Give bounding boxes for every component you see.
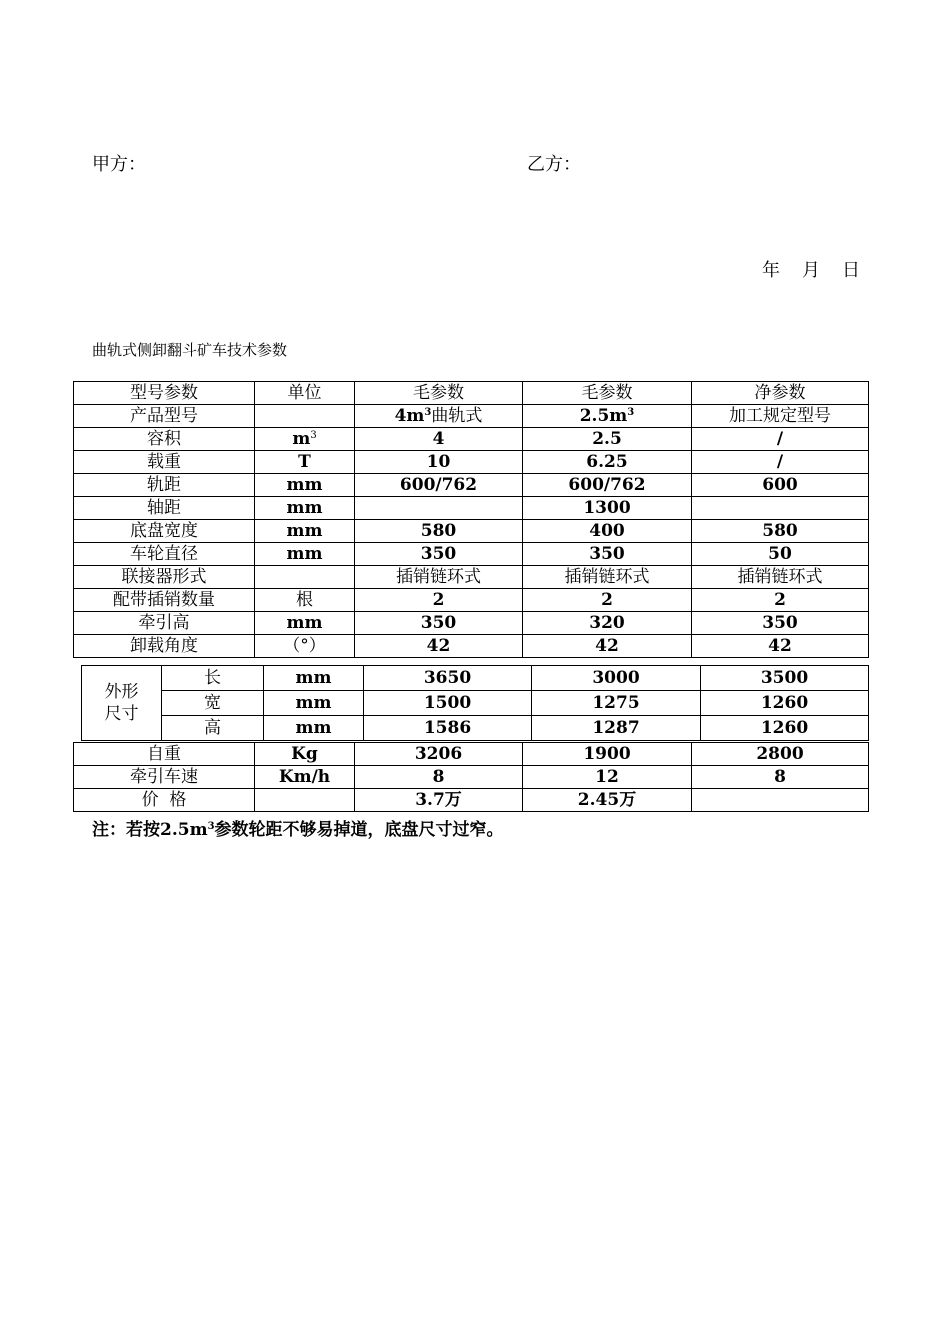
value-cell: 350 — [355, 543, 523, 566]
value-cell — [523, 405, 692, 428]
table-row — [74, 543, 869, 566]
value-cell: 10 — [355, 451, 523, 474]
value-cell: 12 — [523, 766, 692, 789]
row-label: 自重 — [74, 743, 255, 766]
unit-cell — [255, 405, 355, 428]
unit-cell: Km/h — [255, 766, 355, 789]
value-cell: 350 — [692, 612, 869, 635]
row-label: 车轮直径 — [74, 543, 255, 566]
table-row — [74, 766, 869, 789]
note-prefix: 注：若按2.5m — [92, 820, 208, 840]
value-cell: 2 — [523, 589, 692, 612]
table-row — [82, 691, 869, 716]
table-row — [74, 743, 869, 766]
table-note — [92, 815, 504, 840]
value-cell: 1275 — [532, 691, 701, 716]
value-cell: 1260 — [701, 691, 869, 716]
table-row — [74, 474, 869, 497]
value-cell: 1586 — [364, 716, 532, 741]
value-text: 2.5m — [579, 406, 628, 426]
row-label: 载重 — [74, 451, 255, 474]
unit-cell: （°） — [255, 635, 355, 658]
unit-cell: mm — [255, 612, 355, 635]
value-cell: 42 — [523, 635, 692, 658]
table-row — [74, 520, 869, 543]
value-cell: 1300 — [523, 497, 692, 520]
row-label: 底盘宽度 — [74, 520, 255, 543]
value-cell: 2.45万 — [523, 789, 692, 812]
table-row — [74, 451, 869, 474]
value-cell — [355, 497, 523, 520]
value-cell: 580 — [692, 520, 869, 543]
table-row — [82, 666, 869, 691]
unit-cell: mm — [264, 666, 364, 691]
value-cell: 加工规定型号 — [692, 405, 869, 428]
header-cell: 毛参数 — [355, 382, 523, 405]
value-cell: 1260 — [701, 716, 869, 741]
superscript: 3 — [627, 407, 635, 418]
row-label: 卸载角度 — [74, 635, 255, 658]
value-cell: / — [692, 451, 869, 474]
value-cell: 600 — [692, 474, 869, 497]
value-text: 曲轨式 — [431, 406, 483, 426]
value-cell: 50 — [692, 543, 869, 566]
superscript: 3 — [310, 430, 317, 441]
spec-table-main — [73, 381, 869, 658]
table-row — [74, 405, 869, 428]
value-cell: 插销链环式 — [355, 566, 523, 589]
note-superscript: 3 — [207, 821, 215, 832]
spec-table-footer — [73, 742, 869, 812]
value-text: 4m — [394, 406, 425, 426]
row-label: 产品型号 — [74, 405, 255, 428]
unit-cell: mm — [255, 543, 355, 566]
value-cell: 8 — [355, 766, 523, 789]
unit-cell: mm — [255, 520, 355, 543]
spec-table-dimensions — [81, 665, 869, 741]
unit-cell: mm — [264, 691, 364, 716]
table-caption: 曲轨式侧卸翻斗矿车技术参数 — [92, 341, 288, 359]
unit-text: m — [292, 429, 311, 449]
row-label: 轨距 — [74, 474, 255, 497]
header-cell: 净参数 — [692, 382, 869, 405]
table-header-row — [74, 382, 869, 405]
superscript: 3 — [424, 407, 432, 418]
value-cell: 6.25 — [523, 451, 692, 474]
unit-cell: mm — [255, 497, 355, 520]
value-cell: / — [692, 428, 869, 451]
note-suffix: 参数轮距不够易掉道，底盘尺寸过窄。 — [214, 820, 504, 840]
unit-cell: 根 — [255, 589, 355, 612]
value-cell — [692, 497, 869, 520]
value-cell: 2800 — [692, 743, 869, 766]
row-label: 容积 — [74, 428, 255, 451]
table-row — [82, 716, 869, 741]
table-row — [74, 789, 869, 812]
date-month: 月 — [802, 260, 820, 281]
value-cell — [692, 789, 869, 812]
unit-cell: mm — [255, 474, 355, 497]
value-cell: 2 — [692, 589, 869, 612]
value-cell: 4 — [355, 428, 523, 451]
row-label: 牵引车速 — [74, 766, 255, 789]
value-cell — [355, 405, 523, 428]
unit-cell — [255, 789, 355, 812]
party-b-label: 乙方： — [527, 154, 581, 175]
value-cell: 1287 — [532, 716, 701, 741]
value-cell: 580 — [355, 520, 523, 543]
value-cell: 3.7万 — [355, 789, 523, 812]
table-row — [74, 635, 869, 658]
value-cell: 600/762 — [355, 474, 523, 497]
date-day: 日 — [842, 260, 860, 281]
unit-cell: mm — [264, 716, 364, 741]
row-label: 联接器形式 — [74, 566, 255, 589]
header-cell: 毛参数 — [523, 382, 692, 405]
row-label: 长 — [162, 666, 264, 691]
table-row — [74, 612, 869, 635]
value-cell: 8 — [692, 766, 869, 789]
table-row — [74, 566, 869, 589]
row-label: 轴距 — [74, 497, 255, 520]
date-year: 年 — [762, 260, 780, 281]
value-cell: 320 — [523, 612, 692, 635]
row-label: 宽 — [162, 691, 264, 716]
value-cell: 3500 — [701, 666, 869, 691]
row-label: 配带插销数量 — [74, 589, 255, 612]
row-label: 牵引高 — [74, 612, 255, 635]
row-label: 价 格 — [74, 789, 255, 812]
unit-cell: T — [255, 451, 355, 474]
value-cell: 3206 — [355, 743, 523, 766]
header-cell: 单位 — [255, 382, 355, 405]
unit-cell: Kg — [255, 743, 355, 766]
value-cell: 1500 — [364, 691, 532, 716]
unit-cell — [255, 428, 355, 451]
value-cell: 350 — [523, 543, 692, 566]
party-a-label: 甲方： — [92, 154, 146, 175]
value-cell: 400 — [523, 520, 692, 543]
value-cell: 3000 — [532, 666, 701, 691]
header-cell: 型号参数 — [74, 382, 255, 405]
table-row — [74, 497, 869, 520]
value-cell: 插销链环式 — [692, 566, 869, 589]
value-cell: 2.5 — [523, 428, 692, 451]
table-row — [74, 428, 869, 451]
date-line — [700, 256, 860, 282]
value-cell: 3650 — [364, 666, 532, 691]
dimensions-label: 外形尺寸 — [82, 666, 162, 741]
value-cell: 42 — [692, 635, 869, 658]
value-cell: 350 — [355, 612, 523, 635]
value-cell: 42 — [355, 635, 523, 658]
value-cell: 600/762 — [523, 474, 692, 497]
unit-cell — [255, 566, 355, 589]
value-cell: 1900 — [523, 743, 692, 766]
value-cell: 2 — [355, 589, 523, 612]
table-row — [74, 589, 869, 612]
value-cell: 插销链环式 — [523, 566, 692, 589]
row-label: 高 — [162, 716, 264, 741]
